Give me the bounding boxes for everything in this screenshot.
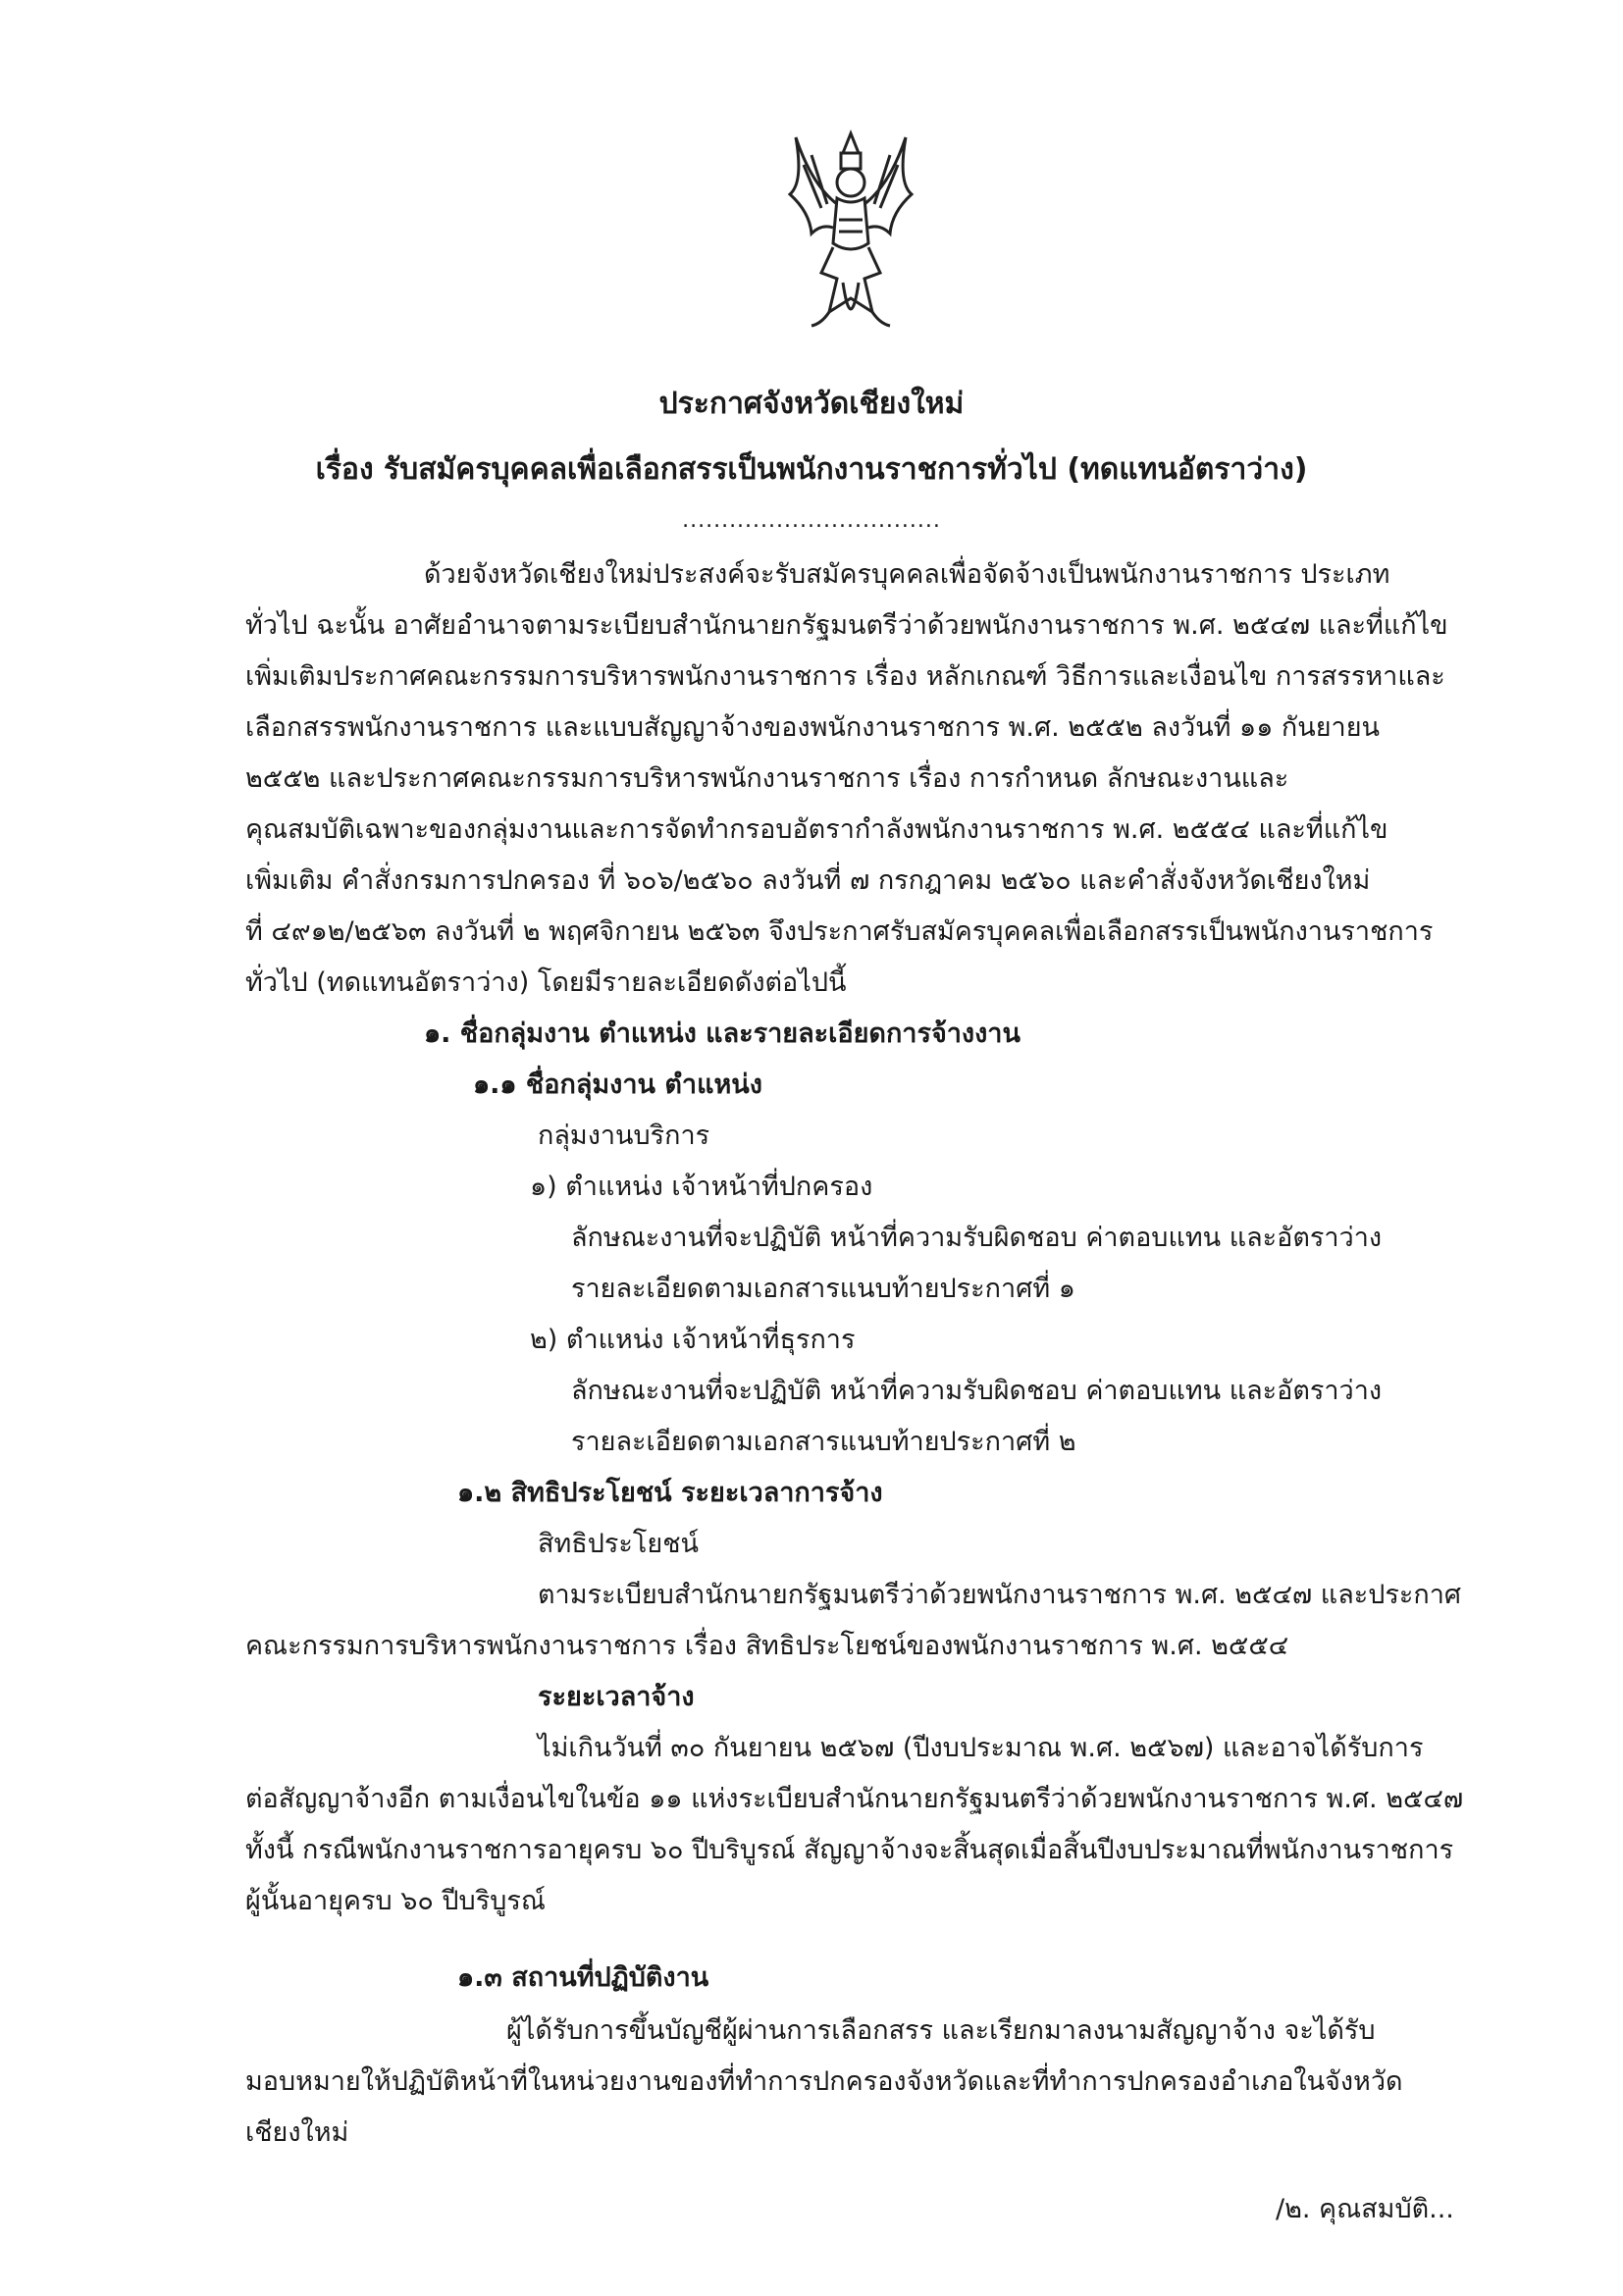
position-2-desc: รายละเอียดตามเอกสารแนบท้ายประกาศที่ ๒ xyxy=(571,1427,1076,1457)
page-continuation: /๒. คุณสมบัติ... xyxy=(1276,2194,1454,2224)
intro-line: ๒๕๕๒ และประกาศคณะกรรมการบริหารพนักงานราชการ เรื่อง การกำหนด ลักษณะงานและ xyxy=(245,763,1289,794)
intro-line: ทั่วไป ฉะนั้น อาศัยอำนาจตามระเบียบสำนักนายกรัฐมนตรีว่าด้วยพนักงานราชการ พ.ศ. ๒๕๔๗ และที่แก้ไข xyxy=(245,610,1448,641)
duration-label: ระยะเวลาจ้าง xyxy=(538,1682,695,1712)
intro-line: ทั่วไป (ทดแทนอัตราว่าง) โดยมีรายละเอียดดังต่อไปนี้ xyxy=(245,967,847,998)
intro-line: ด้วยจังหวัดเชียงใหม่ประสงค์จะรับสมัครบุคคลเพื่อจัดจ้างเป็นพนักงานราชการ ประเภท xyxy=(424,559,1390,590)
workplace-text: เชียงใหม่ xyxy=(245,2117,349,2148)
announcement-subject: เรื่อง รับสมัครบุคคลเพื่อเลือกสรรเป็นพนักงานราชการทั่วไป (ทดแทนอัตราว่าง) xyxy=(315,452,1308,487)
announcement-title: ประกาศจังหวัดเชียงใหม่ xyxy=(658,387,965,421)
section-1-3-heading: ๑.๓ สถานที่ปฏิบัติงาน xyxy=(457,1962,709,1993)
workplace-text: ผู้ได้รับการขึ้นบัญชีผู้ผ่านการเลือกสรร และเรียกมาลงนามสัญญาจ้าง จะได้รับ xyxy=(506,2015,1376,2046)
intro-line: เพิ่มเติมประกาศคณะกรรมการบริหารพนักงานราชการ เรื่อง หลักเกณฑ์ วิธีการและเงื่อนไข การสรรหาและ xyxy=(245,661,1445,692)
benefits-label: สิทธิประโยชน์ xyxy=(538,1529,700,1559)
title-separator: ................................. xyxy=(682,508,941,533)
duration-text: ผู้นั้นอายุครบ ๖๐ ปีบริบูรณ์ xyxy=(245,1886,546,1916)
intro-line: ที่ ๔๙๑๒/๒๕๖๓ ลงวันที่ ๒ พฤศจิกายน ๒๕๖๓ จึงประกาศรับสมัครบุคคลเพื่อเลือกสรรเป็นพนักงานราชการ xyxy=(245,916,1434,947)
position-1-desc: รายละเอียดตามเอกสารแนบท้ายประกาศที่ ๑ xyxy=(571,1274,1075,1304)
section-1-2-heading: ๑.๒ สิทธิประโยชน์ ระยะเวลาการจ้าง xyxy=(457,1478,883,1508)
intro-line: เลือกสรรพนักงานราชการ และแบบสัญญาจ้างของพนักงานราชการ พ.ศ. ๒๕๕๒ ลงวันที่ ๑๑ กันยายน xyxy=(245,712,1380,743)
workplace-text: มอบหมายให้ปฏิบัติหน้าที่ในหน่วยงานของที่ทำการปกครองจังหวัดและที่ทำการปกครองอำเภอในจังหวัด xyxy=(245,2066,1403,2097)
position-2-desc: ลักษณะงานที่จะปฏิบัติ หน้าที่ความรับผิดชอบ ค่าตอบแทน และอัตราว่าง xyxy=(571,1376,1383,1406)
benefits-text: คณะกรรมการบริหารพนักงานราชการ เรื่อง สิทธิประโยชน์ของพนักงานราชการ พ.ศ. ๒๕๕๔ xyxy=(245,1631,1289,1661)
intro-line: เพิ่มเติม คำสั่งกรมการปกครอง ที่ ๖๐๖/๒๕๖๐ ลงวันที่ ๗ กรกฎาคม ๒๕๖๐ และคำสั่งจังหวัดเชียงใหม่ xyxy=(245,865,1371,896)
duration-text: ทั้งนี้ กรณีพนักงานราชการอายุครบ ๖๐ ปีบริบูรณ์ สัญญาจ้างจะสิ้นสุดเมื่อสิ้นปีงบประมาณที่พนักงานราชการ xyxy=(245,1835,1454,1865)
position-1-desc: ลักษณะงานที่จะปฏิบัติ หน้าที่ความรับผิดชอบ ค่าตอบแทน และอัตราว่าง xyxy=(571,1223,1383,1253)
group-name: กลุ่มงานบริการ xyxy=(538,1121,710,1151)
duration-text: ต่อสัญญาจ้างอีก ตามเงื่อนไขในข้อ ๑๑ แห่งระเบียบสำนักนายกรัฐมนตรีว่าด้วยพนักงานราชการ พ.ศ. ๒๕๔๗ xyxy=(245,1784,1464,1814)
section-1-1-heading: ๑.๑ ชื่อกลุ่มงาน ตำแหน่ง xyxy=(473,1070,762,1100)
duration-text: ไม่เกินวันที่ ๓๐ กันยายน ๒๕๖๗ (ปีงบประมาณ พ.ศ. ๒๕๖๗) และอาจได้รับการ xyxy=(538,1733,1424,1763)
garuda-emblem-icon xyxy=(782,126,919,341)
position-1-title: ๑) ตำแหน่ง เจ้าหน้าที่ปกครอง xyxy=(530,1172,873,1202)
section-1-heading: ๑. ชื่อกลุ่มงาน ตำแหน่ง และรายละเอียดการจ้างงาน xyxy=(424,1018,1021,1049)
intro-line: คุณสมบัติเฉพาะของกลุ่มงานและการจัดทำกรอบอัตรากำลังพนักงานราชการ พ.ศ. ๒๕๕๔ และที่แก้ไข xyxy=(245,814,1388,845)
position-2-title: ๒) ตำแหน่ง เจ้าหน้าที่ธุรการ xyxy=(530,1325,856,1355)
benefits-text: ตามระเบียบสำนักนายกรัฐมนตรีว่าด้วยพนักงานราชการ พ.ศ. ๒๕๔๗ และประกาศ xyxy=(538,1580,1462,1610)
